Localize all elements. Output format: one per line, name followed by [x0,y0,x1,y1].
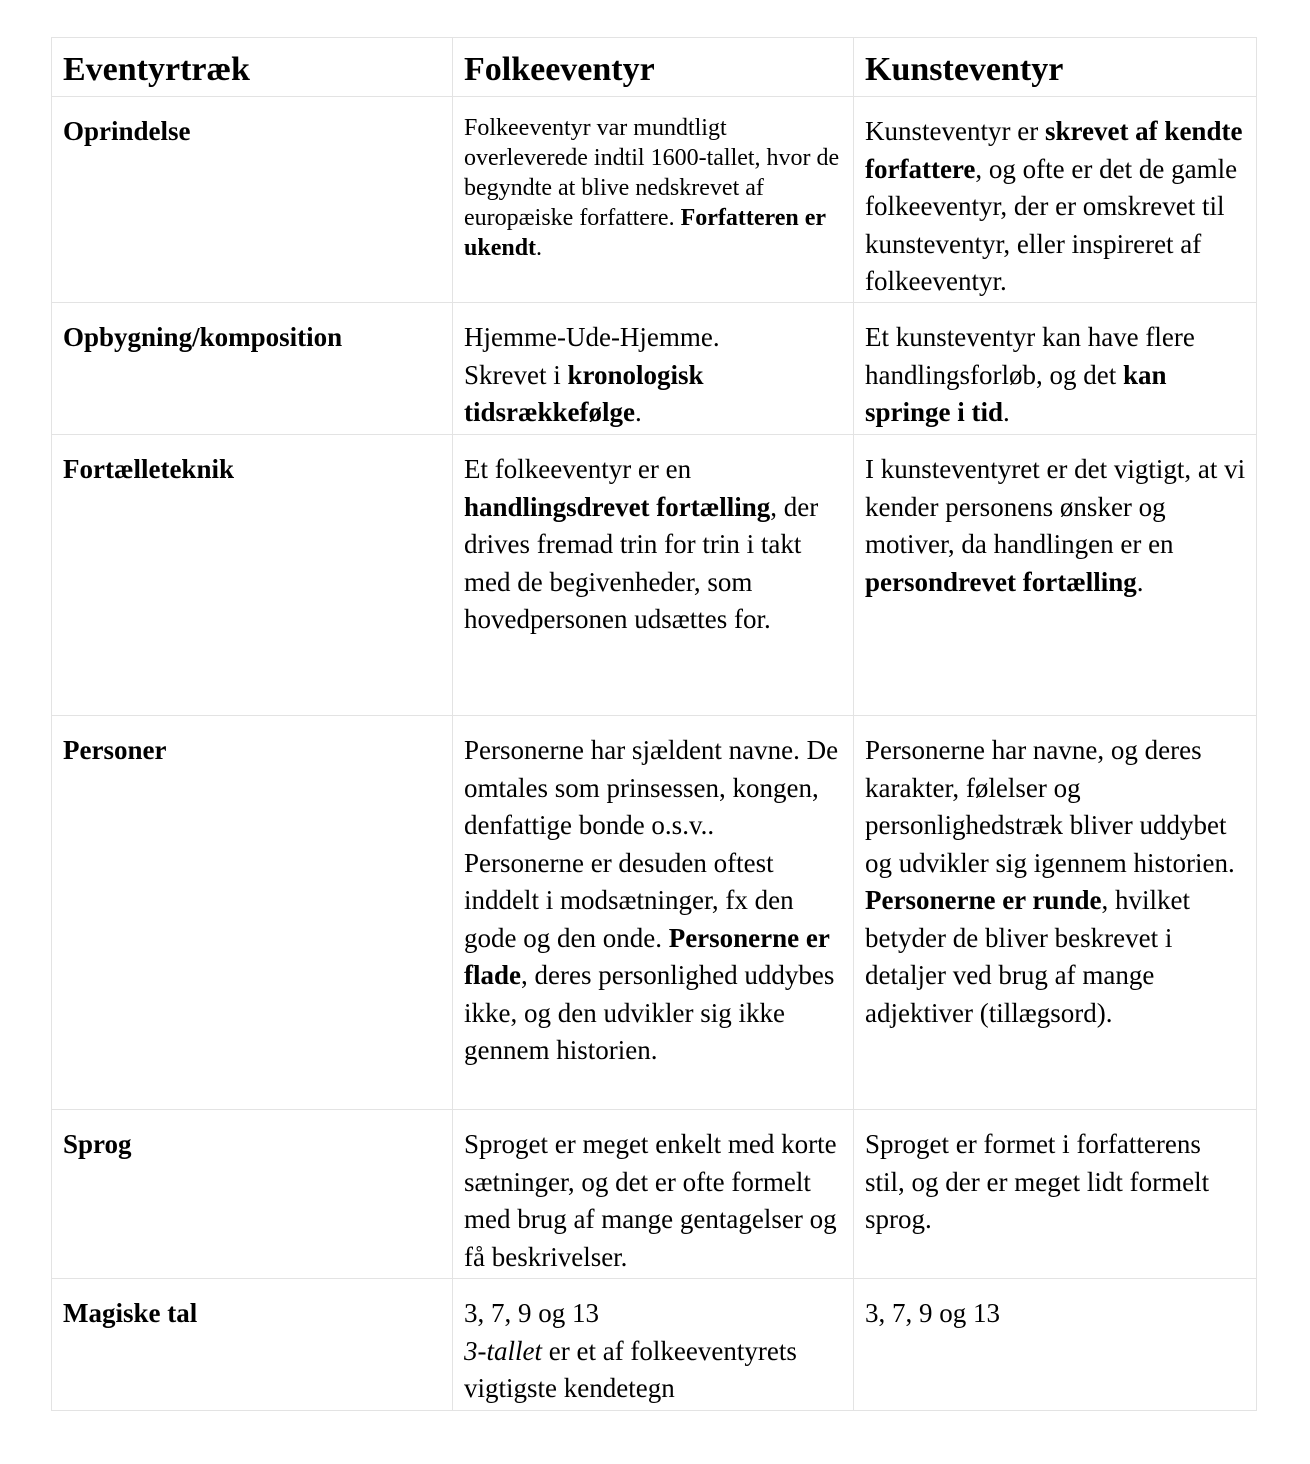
cell-text: , hvilket betyder de bliver beskrevet i detaljer ved brug af mange adjektiver (tillægsord). [865,885,1190,1028]
cell-text: , og ofte er det de gamle folkeeventyr, der er omskrevet til kunsteventyr, eller inspireret af folkeeventyr. [865,153,1238,296]
cell-line: 3, 7, 9 og 13 [464,1298,599,1328]
cell-text: . [1003,397,1010,427]
row-label: Magiske tal [52,1279,453,1411]
cell-text: . [635,397,642,427]
cell-text: Personerne er desuden oftest inddelt i modsætninger, fx den gode og den onde. [464,847,794,953]
cell-line: Hjemme-Ude-Hjemme. [464,322,720,352]
row-label: Oprindelse [52,97,453,303]
folkeeventyr-cell: Sproget er meget enkelt med korte sætninger, og det er ofte formelt med brug af mange gentagelser og få beskrivelser. [453,1110,854,1279]
cell-text: . [1136,566,1144,597]
kunsteventyr-cell: 3, 7, 9 og 13 [854,1279,1257,1411]
cell-text: er et af folkeeventyrets vigtigste kendetegn [464,1335,797,1403]
header-eventyrtraek: Eventyrtræk [52,38,453,97]
row-label: Personer [52,716,453,1110]
cell-bold-text: persondrevet fortælling [865,566,1137,597]
cell-text: Et kunsteventyr kan have flere handlingsforløb, og det [865,322,1195,390]
folkeeventyr-cell [453,97,854,303]
cell-italic-text: 3-tallet [464,1335,542,1366]
table-row [52,1279,1257,1411]
cell-text: Et folkeeventyr er en [464,454,692,484]
header-folkeeventyr: Folkeeventyr [453,38,854,97]
table-row [52,303,1257,435]
table-row [52,716,1257,1110]
table-row [52,1110,1257,1279]
cell-text: , der drives fremad trin for trin i takt med de begivenheder, som hovedpersonen udsættes for. [464,491,819,634]
cell-text: Personerne har navne, og deres karakter, følelser og personlighedstræk bliver uddybet og udvikler sig igennem historien. [865,735,1235,878]
cell-bold-text: handlingsdrevet fortælling [464,491,771,522]
header-kunsteventyr: Kunsteventyr [854,38,1257,97]
row-label: Sprog [52,1110,453,1279]
cell-bold-text: skrevet af kendte forfattere [865,116,1243,184]
cell-bold-text: Forfatteren er ukendt [464,205,826,261]
cell-line: Personerne har sjældent navne. De omtales som prinsessen, kongen, denfattige bonde o.s.v.. [464,735,839,840]
folkeeventyr-cell [453,435,854,716]
table-header-row [52,38,1257,97]
cell-text: Folkeeventyr var mundtligt overleverede indtil 1600-tallet, hvor de begyndte at blive nedskrevet af europæiske forfattere. [464,115,840,231]
kunsteventyr-cell [854,97,1257,303]
row-label: Fortælleteknik [52,435,453,716]
kunsteventyr-cell [854,716,1257,1110]
comparison-table [51,37,1257,1411]
table-row [52,97,1257,303]
cell-text: Skrevet i [464,359,568,390]
kunsteventyr-cell [854,435,1257,716]
cell-bold-text: kan springe i tid [865,359,1167,427]
kunsteventyr-cell [854,303,1257,435]
cell-text: Kunsteventyr er [865,116,1045,146]
folkeeventyr-cell [453,1279,854,1411]
folkeeventyr-cell [453,303,854,435]
cell-text: I kunsteventyret er det vigtigt, at vi kender personens ønsker og motiver, da handlingen er en [865,454,1246,559]
kunsteventyr-cell: Sproget er formet i forfatterens stil, og der er meget lidt formelt sprog. [854,1110,1257,1279]
cell-text: . [536,235,543,261]
table-row [52,435,1257,716]
row-label: Opbygning/komposition [52,303,453,435]
cell-bold-text: Personerne er runde [865,885,1102,915]
cell-bold-text: kronologisk tidsrækkefølge [464,359,704,427]
cell-text: , deres personlighed uddybes ikke, og den udvikler sig ikke gennem historien. [464,960,835,1065]
folkeeventyr-cell [453,716,854,1110]
cell-bold-text: Personerne er flade [464,922,830,990]
